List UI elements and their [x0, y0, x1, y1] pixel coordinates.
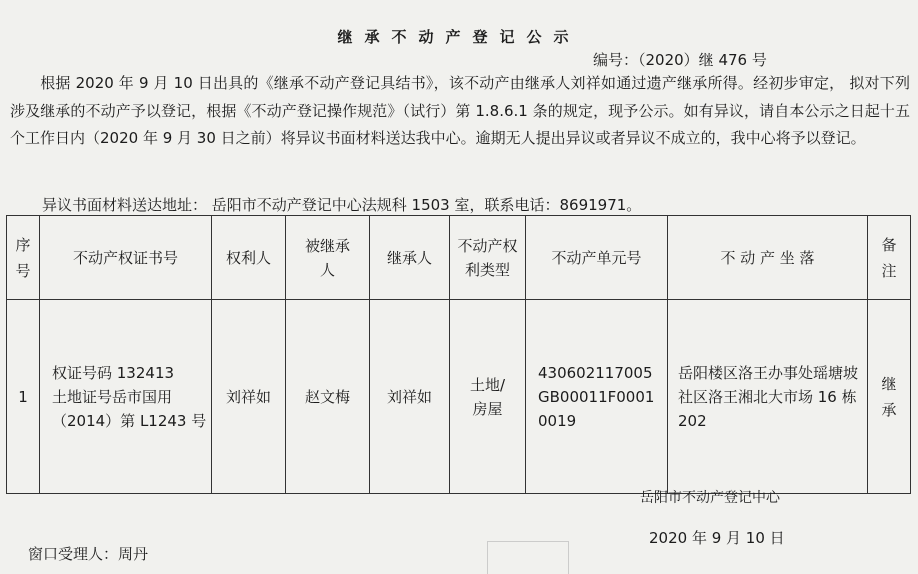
cell-type [450, 300, 526, 494]
cell-location: 岳阳楼区洛王办事处瑶塘坡社区洛王湘北大市场 16 栋 202 [668, 300, 868, 494]
header-remark: 备注 [868, 216, 911, 300]
cert-line-1: 权证号码 132413 [52, 363, 175, 382]
type-line-1: 土地/ [469, 375, 506, 394]
cert-line-2: 土地证号岳市国用 [52, 387, 173, 406]
cell-seq: 1 [7, 300, 40, 494]
notice-title: 继承不动产登记公示 [337, 28, 581, 46]
table-row [7, 300, 911, 494]
stamp-mark [487, 541, 569, 574]
table-header-row [7, 216, 911, 300]
cell-cert [40, 300, 212, 494]
header-holder: 权利人 [212, 216, 286, 300]
notice-paragraph [10, 70, 910, 153]
clerk-name: 窗口受理人：周丹 [28, 545, 149, 563]
header-cert: 不动产权证书号 [40, 216, 212, 300]
header-heir: 继承人 [370, 216, 450, 300]
notice-body-text: 根据 2020 年 9 月 10 日出具的《继承不动产登记具结书》，该不动产由继承人刘祥如通过遗产继承所得。经初步审定， 拟对下列涉及继承的不动产予以登记，根据《不动产登记操作规范》（试行）第 1.8.6.1 条的规定，现予公示。如有异议，请自本公示之日起十五个工作日内（2020 年 9 月 30 日之前）将异议书面材料送达我中心。逾期无人提出异议或者异议不成立的，我中心将予以登记。 [10, 74, 910, 147]
type-line-2: 房屋 [472, 399, 503, 418]
issue-date: 2020 年 9 月 10 日 [649, 529, 785, 547]
objection-address: 异议书面材料送达地址： 岳阳市不动产登记中心法规科 1503 室，联系电话：8691971。 [42, 196, 642, 214]
header-seq: 序号 [7, 216, 40, 300]
cell-deceased: 赵文梅 [286, 300, 370, 494]
issuing-office: 岳阳市不动产登记中心 [640, 490, 780, 506]
cert-line-3: （2014）第 L1243 号 [52, 411, 207, 430]
header-deceased: 被继承人 [286, 216, 370, 300]
cell-unit: 430602117005GB00011F00010019 [526, 300, 668, 494]
header-location: 不 动 产 坐 落 [668, 216, 868, 300]
header-unit: 不动产单元号 [526, 216, 668, 300]
property-table [6, 215, 911, 494]
document-number: 编号：（2020）继 476 号 [593, 51, 767, 69]
cell-holder: 刘祥如 [212, 300, 286, 494]
cell-remark: 继承 [868, 300, 911, 494]
header-type: 不动产权利类型 [450, 216, 526, 300]
cell-heir: 刘祥如 [370, 300, 450, 494]
